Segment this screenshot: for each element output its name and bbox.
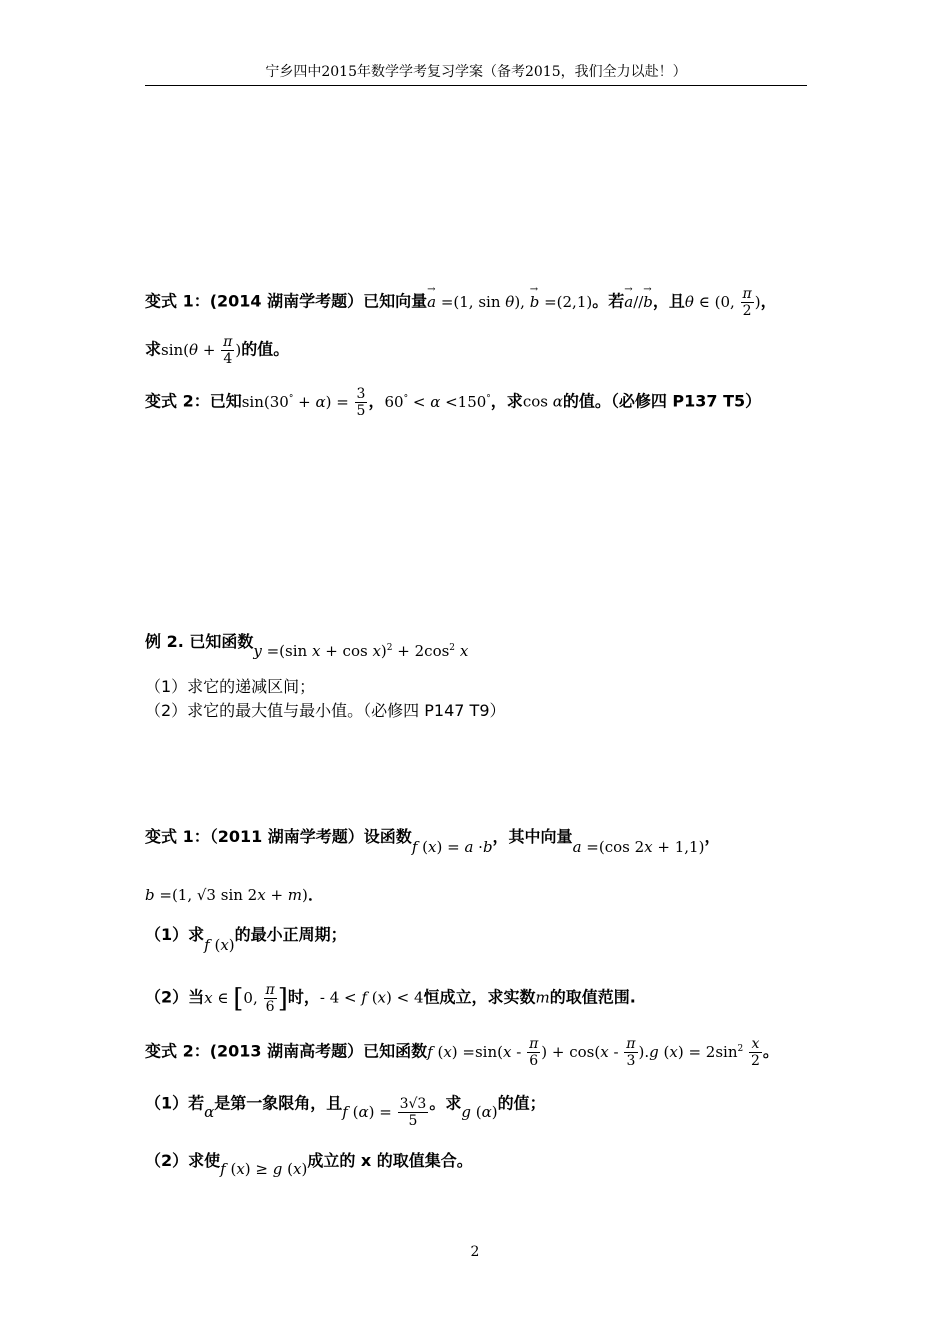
example2-label: 例 2. 已知函数 bbox=[145, 632, 254, 651]
variant1-line2: 求sin(θ + $\frac{\pi}{4}$ )的值。 bbox=[145, 334, 290, 367]
sin-expr: sin(θ + $\frac{\pi}{4}$ ) bbox=[161, 334, 242, 367]
parallel-expr: → a//→ b bbox=[624, 293, 653, 311]
page-number: 2 bbox=[470, 1244, 480, 1260]
variant4-q2: （2）求使f (x) ≥ g (x)成立的 x 的取值集合。 bbox=[145, 1151, 473, 1178]
variant3-line2: b =(1, √3 sin 2x + m)． bbox=[145, 885, 324, 904]
variant3-q1: （1）求f (x)的最小正周期； bbox=[145, 925, 347, 954]
example2-function: y =(sin $x + \cos x)^2 + 2\cos^2$ x bbox=[253, 642, 469, 660]
variant3-line1: 变式 1：（2011 湖南学考题）设函数f (x) = a ·b，其中向量a =(cos 2x + 1,1)， bbox=[145, 827, 721, 856]
variant1-label: 变式 1：(2014 湖南学考题）已知向量 bbox=[145, 291, 428, 311]
variant4-label: 变式 2：(2013 湖南高考题）已知函数 bbox=[145, 1041, 428, 1061]
variant2-line: 变式 2：已知sin(30° + α) = $\frac{3}{5}$ ，60° < α <150°，求cos α的值。（必修四 P137 T5） bbox=[145, 386, 762, 419]
variant2-label: 变式 2：已知 bbox=[145, 391, 242, 411]
variant1-line1: 变式 1：(2014 湖南学考题）已知向量→ a =(1, sin θ), → b =(2,1)。若→ a//→ b，且θ ∈ (0, $\frac{\pi}{2}$ )， bbox=[145, 286, 777, 319]
page-header: 宁乡四中2015年数学学考复习学案（备考2015，我们全力以赴！） bbox=[265, 64, 687, 80]
header-rule bbox=[145, 85, 807, 86]
variant4-line: 变式 2：(2013 湖南高考题）已知函数f (x) =sin(x - $\frac{\pi}{6}$ ) + cos(x - $\frac{\pi}{3}$ ).g $(x) = 2\sin^2$ $\frac{x}{2}$ 。 bbox=[145, 1036, 779, 1069]
alpha-range: 60° < α <150° bbox=[384, 392, 491, 411]
example2-q1: （1）求它的递减区间； bbox=[145, 677, 316, 696]
variant4-q1: （1）若α是第一象限角，且f (α) = $\frac{3√3}{5}$ 。求g (α)的值； bbox=[145, 1093, 546, 1129]
variant3-q2: （2）当x ∈ [0, $\frac{\pi}{6}$ ]时，- 4 < f (x) < 4恒成立，求实数m的取值范围. bbox=[145, 982, 636, 1015]
example2-q2: （2）求它的最大值与最小值。（必修四 P147 T9） bbox=[145, 701, 506, 720]
sin30-expr: sin(30° + α) = $\frac{3}{5}$ bbox=[241, 386, 366, 419]
variant3-label: 变式 1：（2011 湖南学考题）设函数 bbox=[145, 827, 412, 846]
variant1-vectors: → a =(1, sin θ), → b =(2,1) bbox=[427, 293, 592, 311]
theta-range: θ ∈ (0, $\frac{\pi}{2}$ ) bbox=[684, 286, 761, 319]
example2-line bbox=[145, 628, 469, 660]
